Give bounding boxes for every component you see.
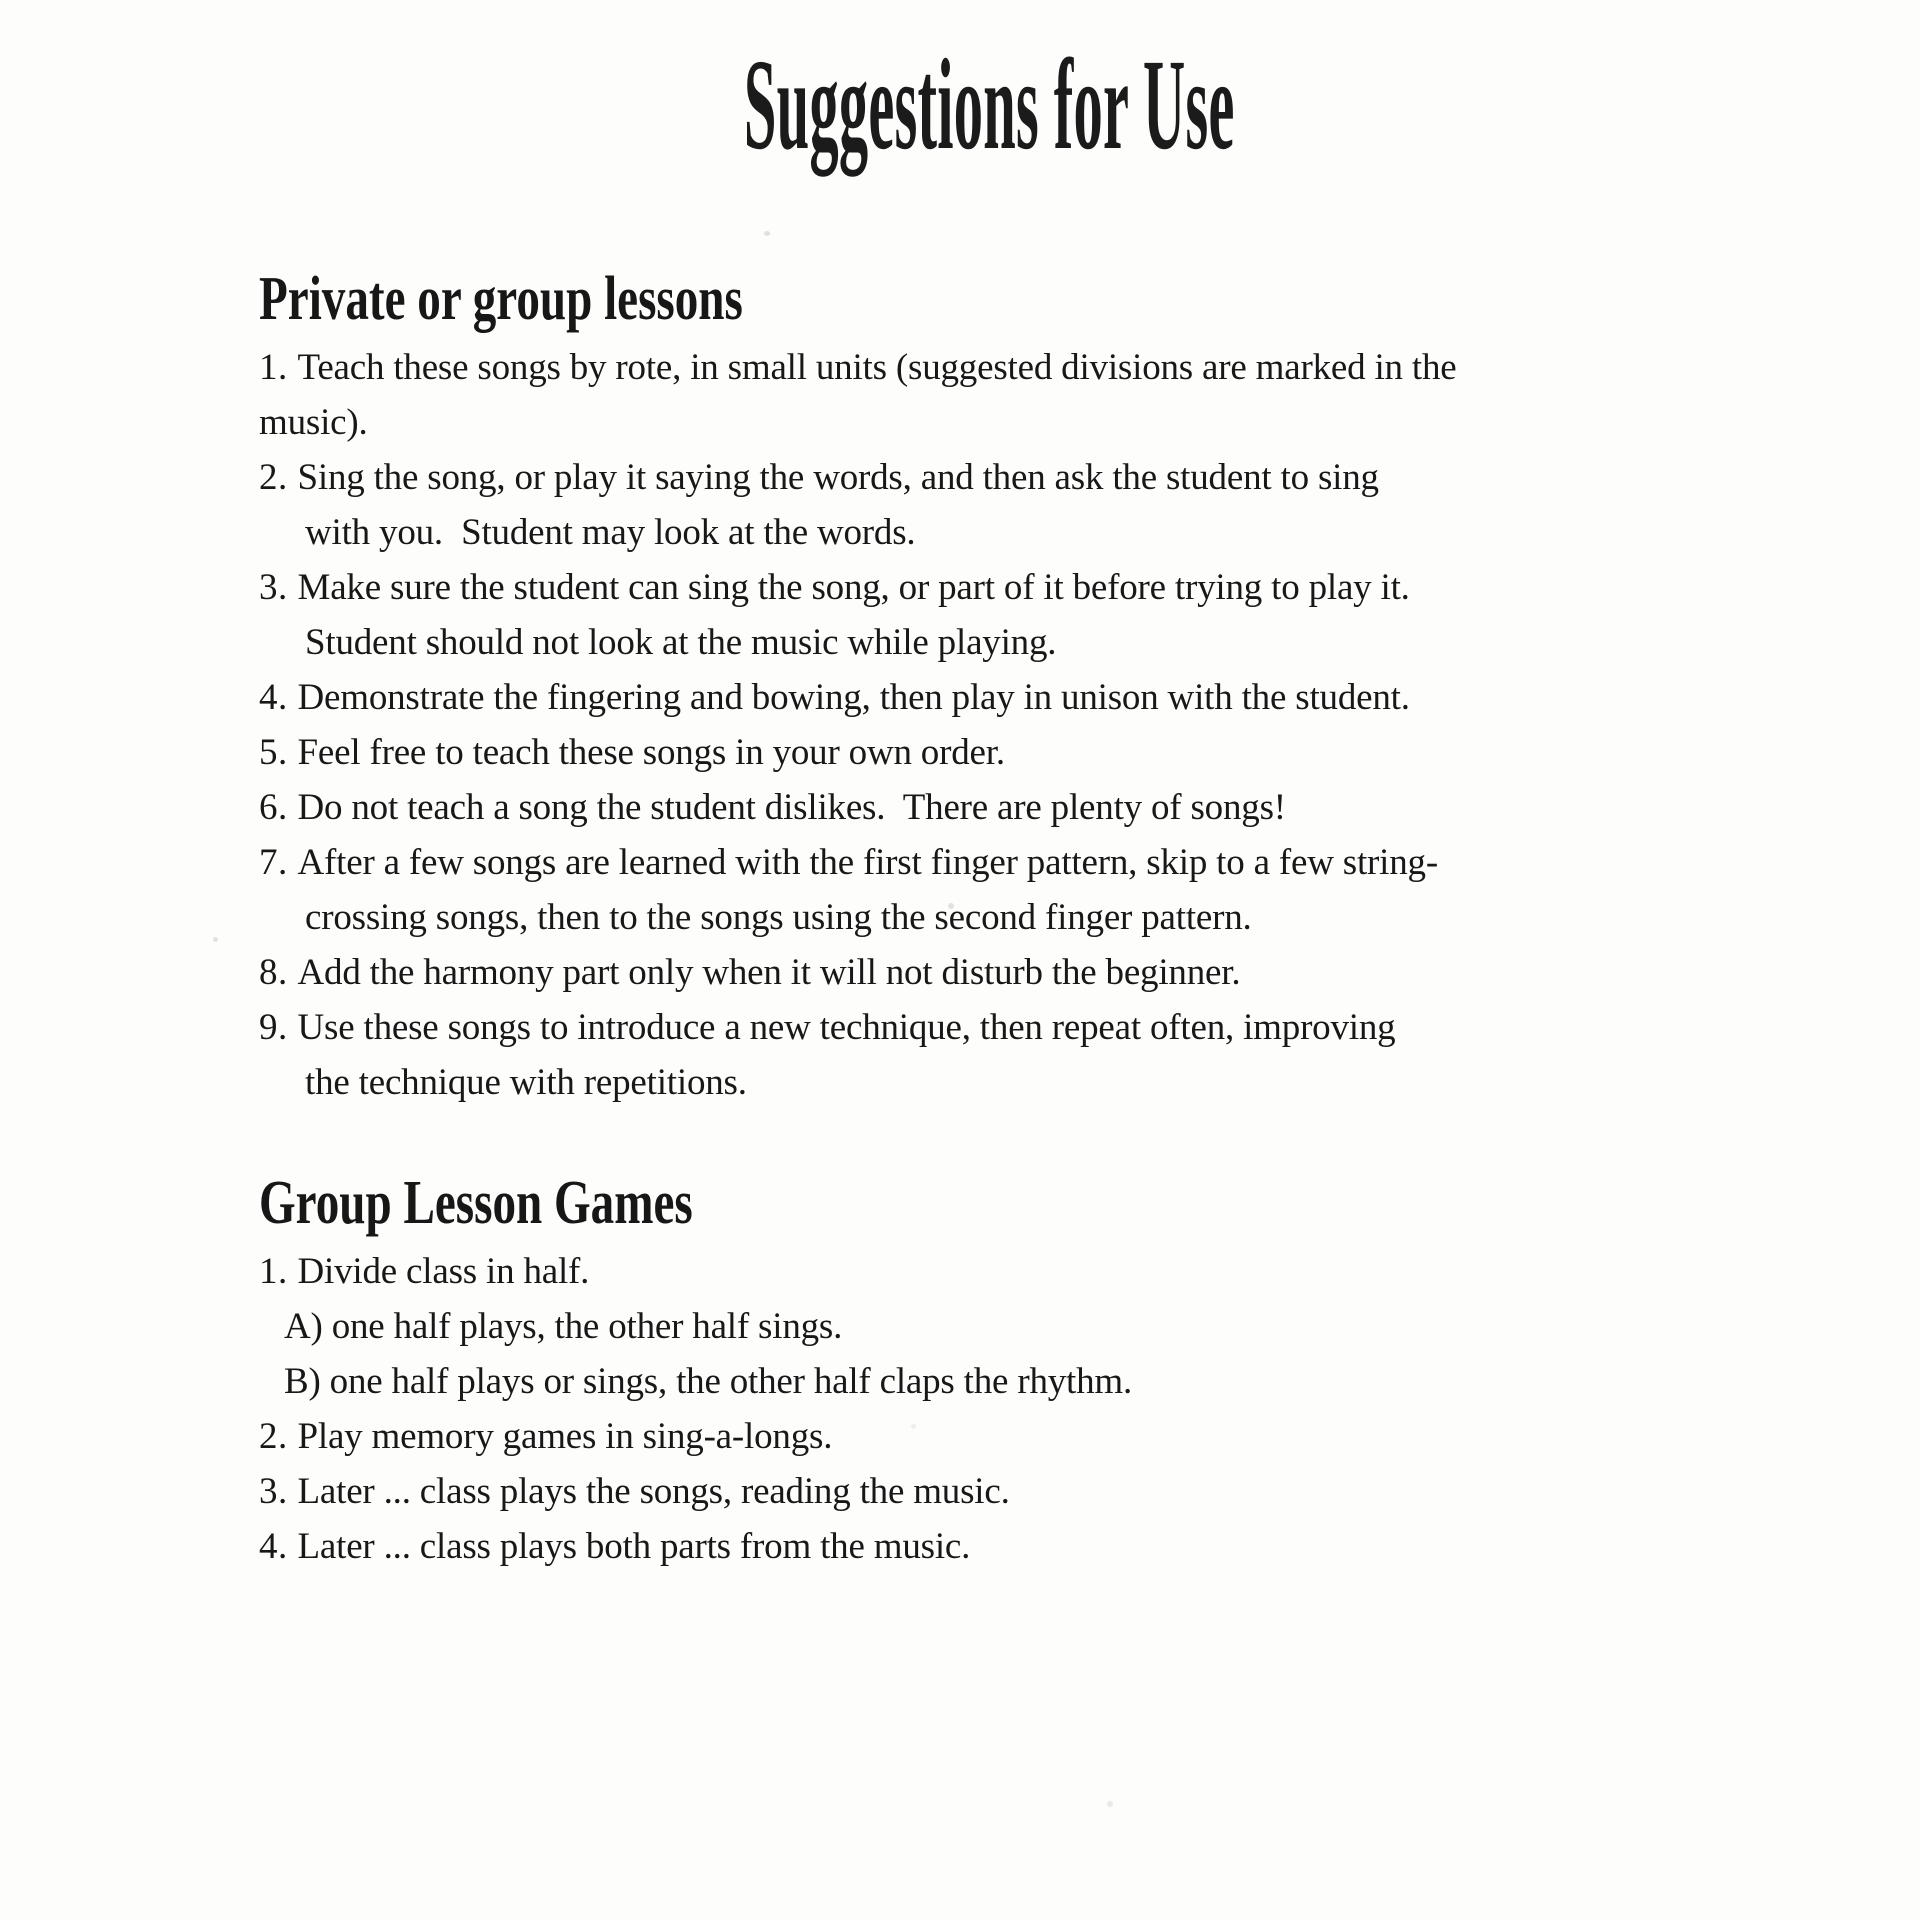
item-line-numbered (259, 670, 1819, 725)
page-title (259, 33, 1719, 177)
item-line-continuation: B) one half plays or sings, the other half claps the rhythm. (284, 1361, 1133, 1402)
item-text: Teach these songs by rote, in small units (suggested divisions are marked in the (297, 347, 1457, 388)
item-number: 1. (259, 347, 298, 388)
item-text: Feel free to teach these songs in your own order. (297, 732, 1005, 773)
item-line-continuation: A) one half plays, the other half sings. (284, 1306, 843, 1347)
item-line-numbered (259, 1519, 1819, 1574)
item-line-continuation: music). (259, 402, 368, 443)
item-line-continuation: the technique with repetitions. (305, 1062, 747, 1103)
item-line-continuation: crossing songs, then to the songs using the second finger pattern. (305, 897, 1252, 938)
item-number: 9. (259, 1007, 298, 1048)
item-line-continuation: with you. Student may look at the words. (305, 512, 916, 553)
scan-speck (764, 231, 770, 236)
item-number: 5. (259, 732, 298, 773)
list-item (259, 1244, 1819, 1409)
item-text: Use these songs to introduce a new technique, then repeat often, improving (297, 1007, 1396, 1048)
item-text: Make sure the student can sing the song, or part of it before trying to play it. (297, 567, 1410, 608)
item-line-numbered (259, 1409, 1819, 1464)
page-content (259, 265, 1819, 1574)
item-line-continuation: Student should not look at the music while playing. (305, 622, 1057, 663)
section-item-list (259, 340, 1819, 1110)
item-number: 2. (259, 1416, 298, 1457)
item-text: Sing the song, or play it saying the words, and then ask the student to sing (297, 457, 1379, 498)
item-text: Add the harmony part only when it will not disturb the beginner. (297, 952, 1241, 993)
item-number: 4. (259, 1526, 298, 1567)
list-item (259, 1000, 1819, 1110)
item-line-numbered (259, 340, 1819, 395)
item-number: 7. (259, 842, 298, 883)
item-text: Do not teach a song the student dislikes. There are plenty of songs! (297, 787, 1286, 828)
item-line-numbered (259, 1000, 1819, 1055)
item-text: Later ... class plays both parts from the music. (297, 1526, 971, 1567)
list-item (259, 450, 1819, 560)
item-line-numbered (259, 835, 1819, 890)
item-line-numbered (259, 560, 1819, 615)
item-line-numbered (259, 945, 1819, 1000)
section-heading: Private or group lessons (259, 265, 743, 333)
list-item (259, 1464, 1819, 1519)
list-item (259, 835, 1819, 945)
item-text: After a few songs are learned with the first finger pattern, skip to a few string- (297, 842, 1438, 883)
scan-speck (213, 937, 218, 942)
item-number: 2. (259, 457, 298, 498)
section-heading: Group Lesson Games (259, 1169, 693, 1237)
list-item (259, 1409, 1819, 1464)
item-text: Demonstrate the fingering and bowing, then play in unison with the student. (297, 677, 1410, 718)
list-item (259, 945, 1819, 1000)
item-line-numbered (259, 1244, 1819, 1299)
item-number: 6. (259, 787, 298, 828)
item-line-numbered (259, 1464, 1819, 1519)
list-item (259, 670, 1819, 725)
item-line-numbered (259, 450, 1819, 505)
list-item (259, 560, 1819, 670)
item-number: 8. (259, 952, 298, 993)
scan-speck (948, 903, 954, 909)
item-text: Divide class in half. (297, 1251, 590, 1292)
item-line-numbered (259, 725, 1819, 780)
list-item (259, 1519, 1819, 1574)
item-line-numbered (259, 780, 1819, 835)
scan-speck (1107, 1801, 1113, 1807)
list-item (259, 340, 1819, 450)
item-text: Later ... class plays the songs, reading the music. (297, 1471, 1010, 1512)
item-number: 3. (259, 1471, 298, 1512)
list-item (259, 780, 1819, 835)
section-item-list (259, 1244, 1819, 1574)
item-number: 3. (259, 567, 298, 608)
scan-speck (911, 1424, 916, 1429)
page-title-text: Suggestions for Use (743, 33, 1235, 177)
item-number: 4. (259, 677, 298, 718)
list-item (259, 725, 1819, 780)
item-text: Play memory games in sing-a-longs. (297, 1416, 833, 1457)
item-number: 1. (259, 1251, 298, 1292)
